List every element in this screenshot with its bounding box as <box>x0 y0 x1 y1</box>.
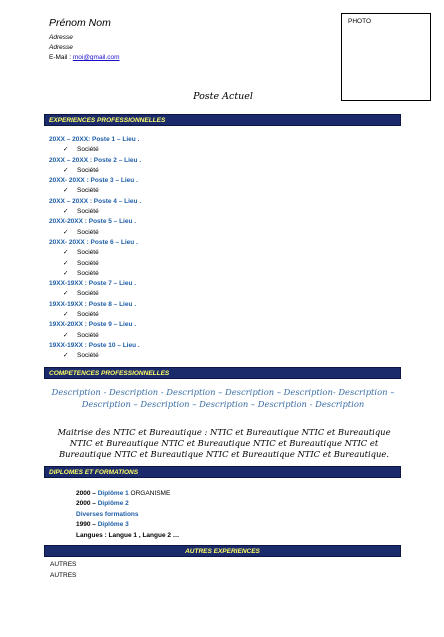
experience-company <box>49 331 349 341</box>
section-competences-bar <box>44 367 401 379</box>
diploma-1-name: Diplôme 1 <box>97 490 129 497</box>
checkmark-icon: ✓ <box>63 249 69 257</box>
experience-list <box>49 135 349 362</box>
experience-title: 19XX-19XX : Poste 7 – Lieu . <box>49 280 137 288</box>
address-line-1: Adresse <box>49 34 73 41</box>
experience-company <box>49 248 349 258</box>
checkmark-icon: ✓ <box>63 228 69 236</box>
checkmark-icon: ✓ <box>63 259 69 267</box>
experience-title: 20XX – 20XX: Poste 1 – Lieu . <box>49 136 140 143</box>
section-autres-label: AUTRES EXPERIENCES <box>185 548 260 555</box>
section-experiences-label: EXPERIENCES PROFESSIONNELLES <box>49 117 166 124</box>
experience-item <box>49 300 349 321</box>
diploma-1-org: ORGANISME <box>128 490 171 497</box>
section-experiences-bar <box>44 114 401 126</box>
company-name: Société <box>77 269 99 277</box>
photo-label: PHOTO <box>348 18 371 25</box>
experience-item <box>49 320 349 341</box>
checkmark-icon: ✓ <box>63 166 69 174</box>
experience-company <box>49 228 349 238</box>
diploma-1-year: 2000 – <box>76 490 98 497</box>
candidate-name: Prénom Nom <box>49 17 111 29</box>
experience-item <box>49 156 349 177</box>
address-line-2: Adresse <box>49 44 73 51</box>
company-name: Société <box>77 259 99 267</box>
experience-title: 19XX-19XX : Poste 8 – Lieu . <box>49 300 137 308</box>
checkmark-icon: ✓ <box>63 352 69 360</box>
company-name: Société <box>77 249 99 257</box>
checkmark-icon: ✓ <box>63 290 69 298</box>
experience-item <box>49 197 349 218</box>
experience-title: 20XX- 20XX : Poste 3 – Lieu . <box>49 177 138 185</box>
diploma-3-year: 1990 – <box>76 521 98 529</box>
section-diplomes-label: DIPLOMES ET FORMATIONS <box>49 469 139 476</box>
photo-box <box>341 13 431 101</box>
languages-text: Langues : Langue 1 , Langue 2 … <box>76 531 180 539</box>
company-name: Société <box>77 331 99 339</box>
experience-item <box>49 176 349 197</box>
experience-company <box>49 259 349 269</box>
checkmark-icon: ✓ <box>63 187 69 195</box>
company-name: Société <box>77 146 99 154</box>
experience-title: 19XX-19XX : Poste 10 – Lieu . <box>49 341 140 349</box>
experience-company <box>49 310 349 320</box>
experience-company <box>49 351 349 361</box>
experience-item <box>49 341 349 362</box>
checkmark-icon: ✓ <box>63 208 69 216</box>
experience-item <box>49 238 349 279</box>
experience-item <box>49 279 349 300</box>
diploma-line-3 <box>76 510 376 520</box>
experience-title: 19XX-20XX : Poste 9 – Lieu . <box>49 321 137 329</box>
company-name: Société <box>77 208 99 216</box>
experience-item <box>49 217 349 238</box>
diploma-line-4 <box>76 520 376 530</box>
diploma-line-1 <box>76 489 376 499</box>
experience-company <box>49 207 349 217</box>
ntic-skills-text: Maitrise des NTIC et Bureautique : NTIC et Bureautique NTIC et Bureautique NTIC et Bureautique NTIC et Bureautique NTIC et Bureautique NTIC et Bureautique NTIC et Bureautique NTIC et Bureautique NTIC et Bureautique. <box>57 427 391 459</box>
experience-company <box>49 186 349 196</box>
experience-item <box>49 135 349 156</box>
checkmark-icon: ✓ <box>63 331 69 339</box>
diplomas-list <box>76 489 376 541</box>
experience-company <box>49 145 349 155</box>
email-line <box>49 53 120 62</box>
experience-title: 20XX- 20XX : Poste 6 – Lieu . <box>49 238 138 246</box>
autres-line-1: AUTRES <box>50 561 77 568</box>
experience-title: 20XX – 20XX : Poste 4 – Lieu . <box>49 197 142 205</box>
diploma-2-name: Diplôme 2 <box>97 500 129 508</box>
checkmark-icon: ✓ <box>63 146 69 154</box>
experience-title: 20XX-20XX : Poste 5 – Lieu . <box>49 218 137 226</box>
experience-company <box>49 289 349 299</box>
company-name: Société <box>77 352 99 360</box>
email-label: E-Mail : <box>49 54 73 61</box>
checkmark-icon: ✓ <box>63 269 69 277</box>
checkmark-icon: ✓ <box>63 311 69 319</box>
diploma-2-year: 2000 – <box>76 500 98 508</box>
company-name: Société <box>77 187 99 195</box>
experience-company <box>49 166 349 176</box>
diploma-3-name: Diplôme 3 <box>97 521 129 529</box>
company-name: Société <box>77 166 99 174</box>
current-position-title <box>0 91 444 102</box>
section-diplomes-bar <box>44 466 401 478</box>
section-competences-label: COMPETENCES PROFESSIONNELLES <box>49 370 170 377</box>
diploma-line-2 <box>76 499 376 509</box>
autres-line-2: AUTRES <box>50 572 77 579</box>
email-link[interactable]: moi@gmail.com <box>72 54 120 61</box>
competences-description: Description - Description - Description – Description – Description- Description – Description – Description – Description – Description - Description <box>51 387 395 409</box>
section-autres-bar <box>44 545 401 557</box>
company-name: Société <box>77 228 99 236</box>
experience-title: 20XX – 20XX : Poste 2 – Lieu . <box>49 156 142 164</box>
experience-company <box>49 269 349 279</box>
company-name: Société <box>77 290 99 298</box>
languages-line <box>76 531 376 541</box>
various-trainings: Diverses formations <box>76 510 139 518</box>
company-name: Société <box>77 311 99 319</box>
current-position-text: Poste Actuel <box>193 91 253 102</box>
